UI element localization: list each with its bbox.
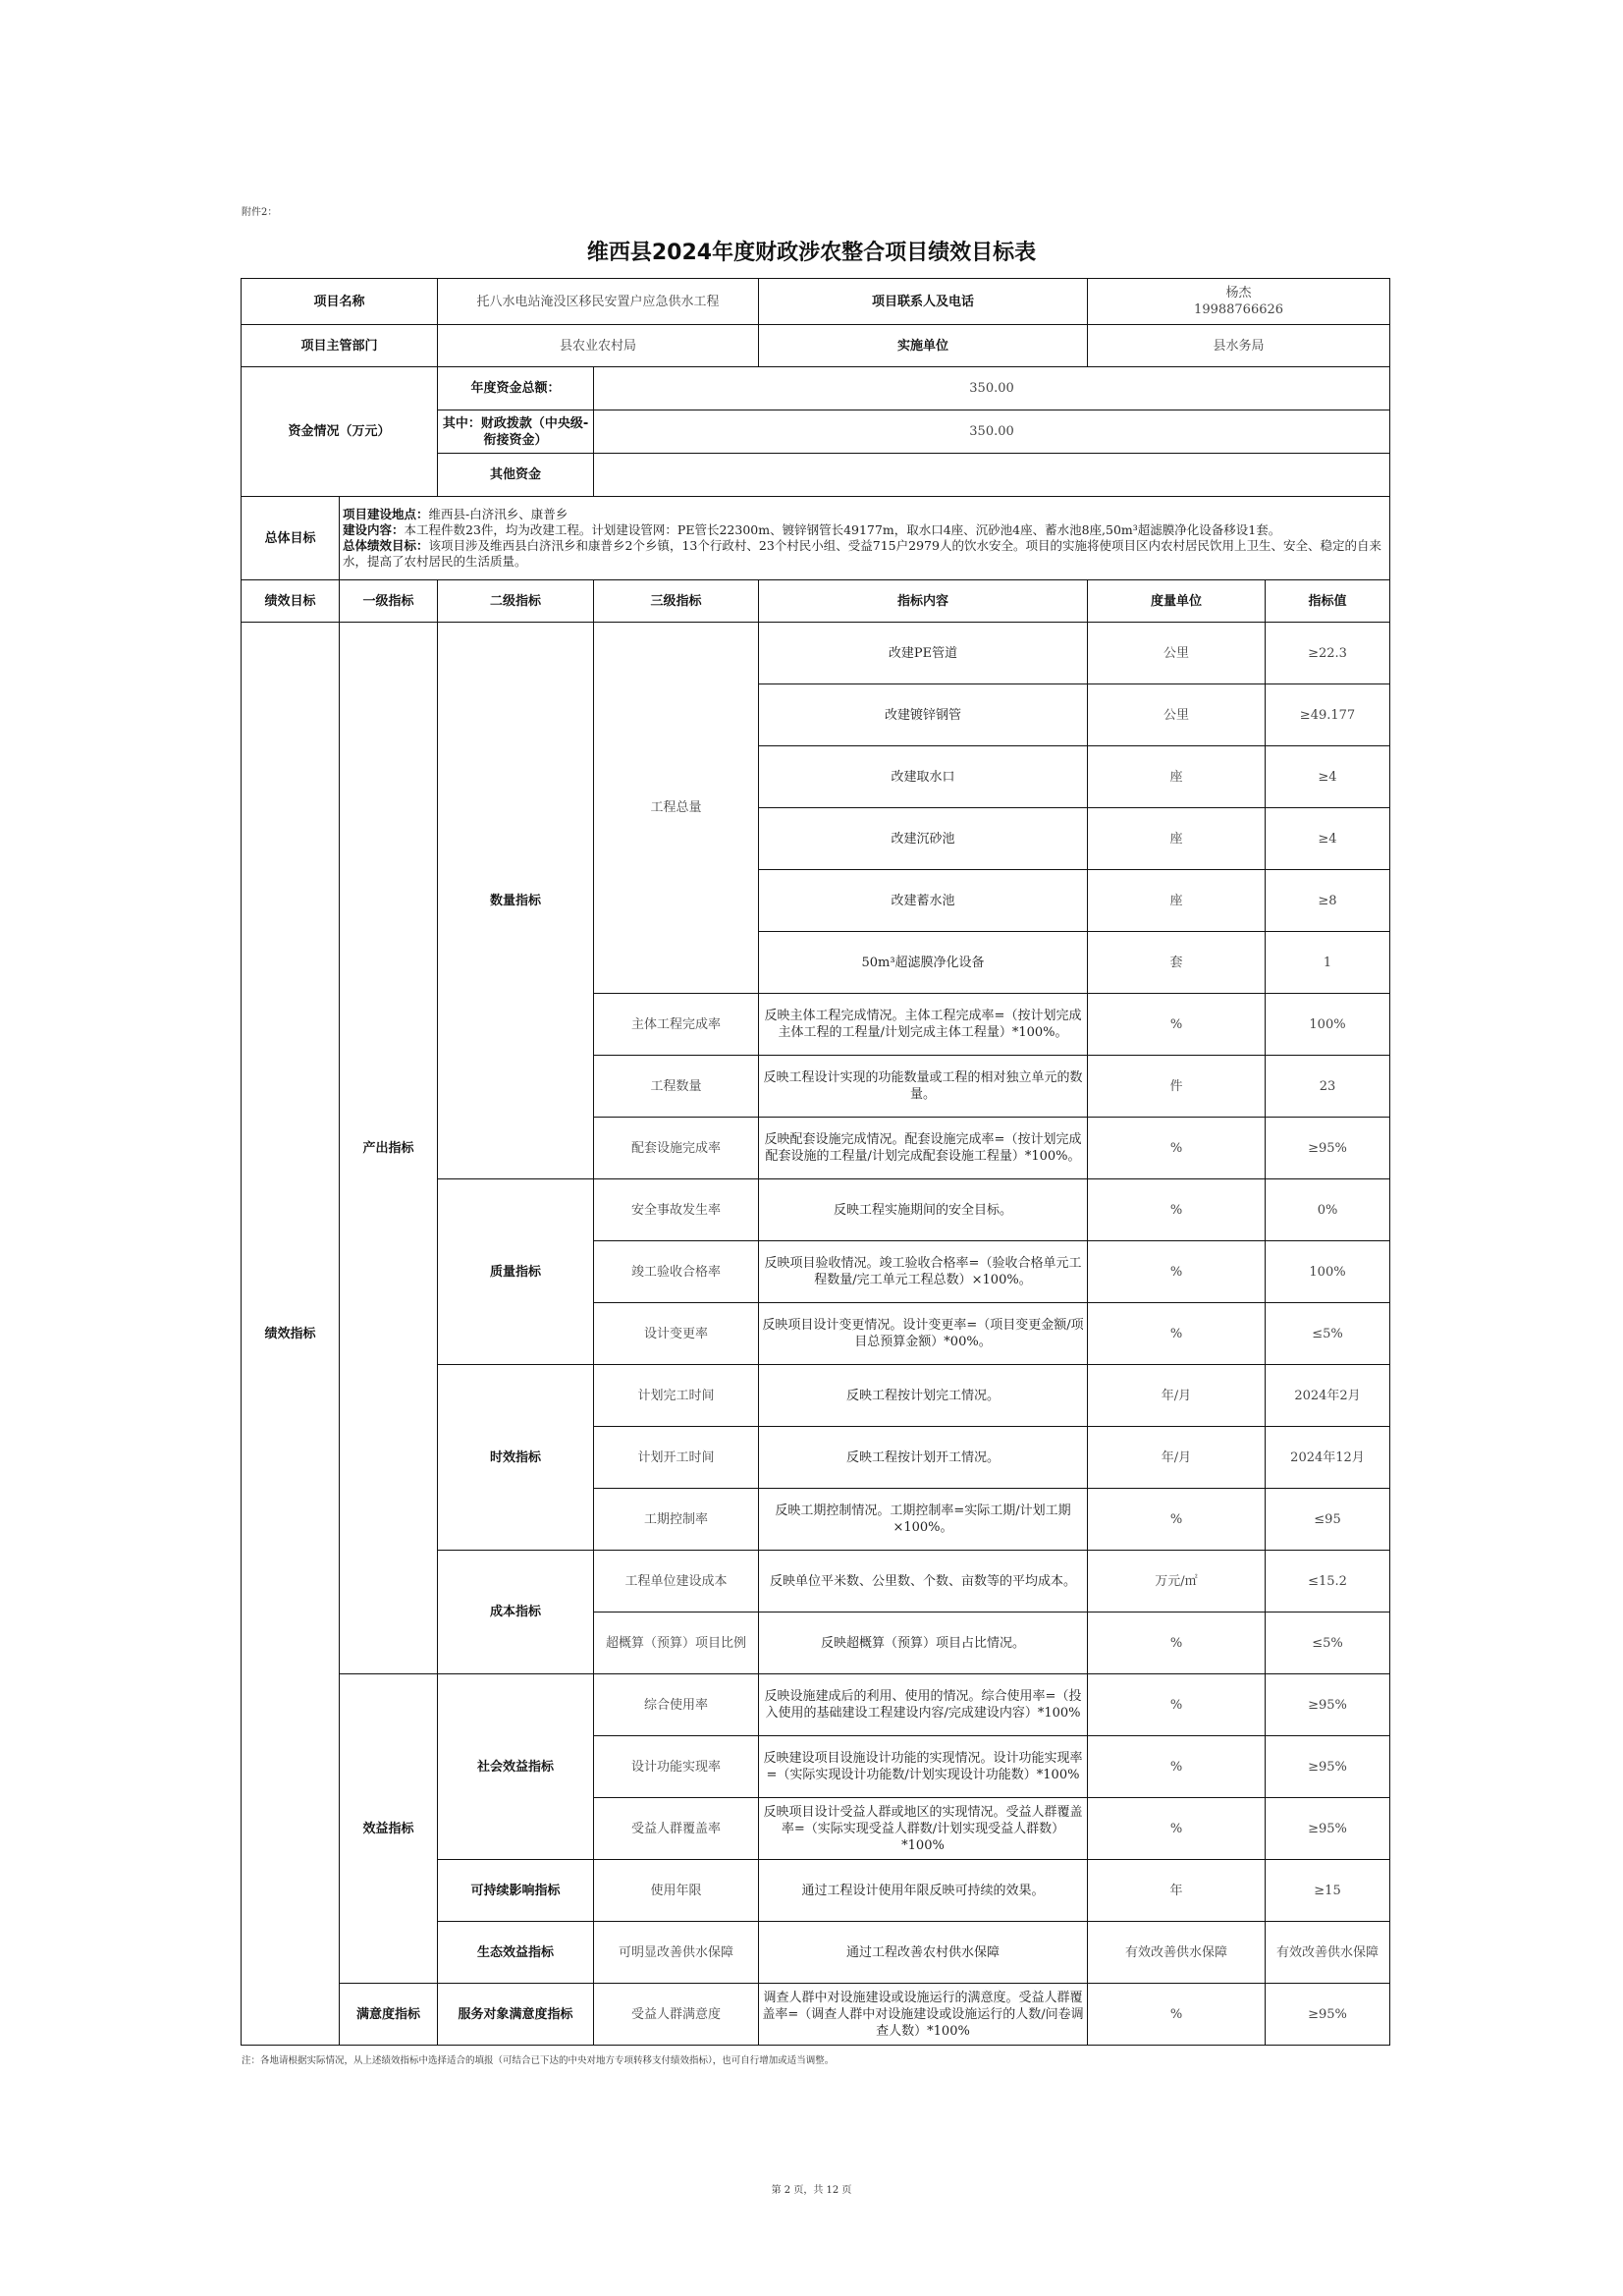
level3-indicator: 使用年限 (594, 1860, 759, 1922)
location-value: 维西县-白济汛乡、康普乡 (428, 507, 568, 521)
level2-indicator: 质量指标 (438, 1179, 594, 1365)
indicator-unit: % (1088, 1303, 1266, 1365)
impl-value: 县水务局 (1088, 325, 1390, 367)
goal-value: 该项目涉及维西县白济汛乡和康普乡2个乡镇，13个行政村、23个村民小组、受益715户2979人的饮水安全。项目的实施将使项目区内农村居民饮用上卫生、安全、稳定的自来水，提高了农村居民的生活质量。 (343, 538, 1381, 569)
indicator-unit: 公里 (1088, 684, 1266, 746)
indicator-content: 反映主体工程完成情况。主体工程完成率=（按计划完成主体工程的工程量/计划完成主体工程量）*100%。 (759, 994, 1088, 1056)
indicator-content: 反映项目设计受益人群或地区的实现情况。受益人群覆盖率=（实际实现受益人群数/计划实现受益人群数）*100% (759, 1798, 1088, 1860)
level3-indicator: 综合使用率 (594, 1674, 759, 1736)
indicator-unit: 年/月 (1088, 1365, 1266, 1427)
indicator-content: 反映设施建成后的利用、使用的情况。综合使用率=（投入使用的基础建设工程建设内容/完成建设内容）*100% (759, 1674, 1088, 1736)
indicator-content: 反映项目设计变更情况。设计变更率=（项目变更金额/项目总预算金额）*00%。 (759, 1303, 1088, 1365)
header-cell: 绩效目标 (242, 580, 340, 623)
header-cell: 指标内容 (759, 580, 1088, 623)
indicator-content: 反映项目验收情况。竣工验收合格率=（验收合格单元工程数量/完工单元工程总数）×100%。 (759, 1241, 1088, 1303)
level3-indicator: 受益人群覆盖率 (594, 1798, 759, 1860)
indicator-value: ≥95% (1266, 1674, 1390, 1736)
perf-indicator-label: 绩效指标 (242, 623, 340, 2046)
level2-indicator: 服务对象满意度指标 (438, 1984, 594, 2046)
indicator-value: ≥49.177 (1266, 684, 1390, 746)
funds-other-label: 其他资金 (438, 454, 594, 497)
indicator-content: 反映超概算（预算）项目占比情况。 (759, 1613, 1088, 1674)
indicator-value: ≥95% (1266, 1798, 1390, 1860)
indicator-value: ≤15.2 (1266, 1551, 1390, 1613)
indicator-unit: 公里 (1088, 623, 1266, 684)
indicator-unit: 年 (1088, 1860, 1266, 1922)
funds-fiscal-label: 其中：财政拨款（中央级-衔接资金） (438, 410, 594, 454)
level2-indicator: 成本指标 (438, 1551, 594, 1674)
header-cell: 指标值 (1266, 580, 1390, 623)
performance-table (241, 579, 1390, 2046)
indicator-unit: % (1088, 1118, 1266, 1179)
indicator-unit: % (1088, 1798, 1266, 1860)
indicator-content: 改建沉砂池 (759, 808, 1088, 870)
header-cell: 三级指标 (594, 580, 759, 623)
content-value: 本工程件数23件，均为改建工程。计划建设管网：PE管长22300m、镀锌钢管长49177m，取水口4座、沉砂池4座、蓄水池8座,50m³超滤膜净化设备移设1套。 (404, 522, 1281, 537)
level2-indicator: 社会效益指标 (438, 1674, 594, 1860)
dept-label: 项目主管部门 (242, 325, 438, 367)
level1-indicator: 效益指标 (340, 1674, 438, 1984)
indicator-value: ≥22.3 (1266, 623, 1390, 684)
level2-indicator: 可持续影响指标 (438, 1860, 594, 1922)
indicator-unit: 座 (1088, 808, 1266, 870)
indicator-value: ≥95% (1266, 1736, 1390, 1798)
indicator-content: 通过工程改善农村供水保障 (759, 1922, 1088, 1984)
page-title: 维西县2024年度财政涉农整合项目绩效目标表 (586, 241, 1037, 265)
indicator-content: 改建取水口 (759, 746, 1088, 808)
indicator-unit: % (1088, 1984, 1266, 2046)
indicator-content: 50m³超滤膜净化设备 (759, 932, 1088, 994)
indicator-value: ≤5% (1266, 1613, 1390, 1674)
indicator-unit: 有效改善供水保障 (1088, 1922, 1266, 1984)
project-name: 托八水电站淹没区移民安置户应急供水工程 (438, 279, 759, 325)
location-label: 项目建设地点： (343, 507, 429, 521)
indicator-unit: 万元/㎡ (1088, 1551, 1266, 1613)
indicator-unit: % (1088, 1674, 1266, 1736)
level1-indicator: 满意度指标 (340, 1984, 438, 2046)
level3-indicator: 计划完工时间 (594, 1365, 759, 1427)
table-row (242, 623, 1390, 684)
funds-label: 资金情况（万元） (242, 367, 438, 497)
indicator-unit: % (1088, 1489, 1266, 1551)
project-info-table (241, 278, 1390, 580)
header-cell: 一级指标 (340, 580, 438, 623)
indicator-content: 反映工程按计划开工情况。 (759, 1427, 1088, 1489)
indicator-value: 0% (1266, 1179, 1390, 1241)
indicator-content: 反映单位平米数、公里数、个数、亩数等的平均成本。 (759, 1551, 1088, 1613)
indicator-unit: % (1088, 994, 1266, 1056)
indicator-value: ≥95% (1266, 1984, 1390, 2046)
project-name-label: 项目名称 (242, 279, 438, 325)
indicator-content: 改建蓄水池 (759, 870, 1088, 932)
level3-indicator: 设计变更率 (594, 1303, 759, 1365)
indicator-value: ≥95% (1266, 1118, 1390, 1179)
indicator-value: ≥4 (1266, 746, 1390, 808)
indicator-value: ≤5% (1266, 1303, 1390, 1365)
level3-indicator: 设计功能实现率 (594, 1736, 759, 1798)
goal-label: 总体绩效目标： (343, 538, 429, 553)
table-row (242, 1984, 1390, 2046)
contact-name: 杨杰 (1225, 286, 1252, 301)
footnote: 注：各地请根据实际情况，从上述绩效指标中选择适合的填报（可结合已下达的中央对地方专项转移支付绩效指标），也可自行增加或适当调整。 (242, 2055, 835, 2066)
funds-total-label: 年度资金总额： (438, 367, 594, 410)
indicator-unit: 套 (1088, 932, 1266, 994)
indicator-unit: 座 (1088, 870, 1266, 932)
level3-indicator: 超概算（预算）项目比例 (594, 1613, 759, 1674)
level2-indicator: 数量指标 (438, 623, 594, 1179)
indicator-content: 反映工期控制情况。工期控制率=实际工期/计划工期×100%。 (759, 1489, 1088, 1551)
level3-indicator: 可明显改善供水保障 (594, 1922, 759, 1984)
header-cell: 度量单位 (1088, 580, 1266, 623)
indicator-value: 2024年2月 (1266, 1365, 1390, 1427)
contact-label: 项目联系人及电话 (759, 279, 1088, 325)
table-row (242, 1674, 1390, 1736)
indicator-content: 反映配套设施完成情况。配套设施完成率=（按计划完成配套设施的工程量/计划完成配套设施工程量）*100%。 (759, 1118, 1088, 1179)
indicator-content: 反映工程按计划完工情况。 (759, 1365, 1088, 1427)
level3-indicator: 工期控制率 (594, 1489, 759, 1551)
indicator-value: 100% (1266, 1241, 1390, 1303)
indicator-content: 反映建设项目设施设计功能的实现情况。设计功能实现率=（实际实现设计功能数/计划实现设计功能数）*100% (759, 1736, 1088, 1798)
indicator-value: ≤95 (1266, 1489, 1390, 1551)
content-label: 建设内容： (343, 522, 405, 537)
indicator-value: ≥8 (1266, 870, 1390, 932)
indicator-content: 改建PE管道 (759, 623, 1088, 684)
level2-indicator: 时效指标 (438, 1365, 594, 1551)
funds-fiscal: 350.00 (594, 410, 1390, 454)
page-number: 第 2 页，共 12 页 (771, 2185, 852, 2196)
funds-total: 350.00 (594, 367, 1390, 410)
indicator-value: ≥15 (1266, 1860, 1390, 1922)
header-row (242, 580, 1390, 623)
indicator-unit: % (1088, 1736, 1266, 1798)
indicator-content: 反映工程设计实现的功能数量或工程的相对独立单元的数量。 (759, 1056, 1088, 1118)
level3-indicator: 工程数量 (594, 1056, 759, 1118)
dept-value: 县农业农村局 (438, 325, 759, 367)
overall-goal-label: 总体目标 (242, 497, 340, 580)
indicator-unit: 年/月 (1088, 1427, 1266, 1489)
level3-indicator: 工程单位建设成本 (594, 1551, 759, 1613)
header-cell: 二级指标 (438, 580, 594, 623)
indicator-unit: 座 (1088, 746, 1266, 808)
indicator-value: ≥4 (1266, 808, 1390, 870)
level2-indicator: 生态效益指标 (438, 1922, 594, 1984)
funds-other (594, 454, 1390, 497)
level3-indicator: 受益人群满意度 (594, 1984, 759, 2046)
indicator-unit: % (1088, 1241, 1266, 1303)
indicator-value: 2024年12月 (1266, 1427, 1390, 1489)
indicator-content: 改建镀锌钢管 (759, 684, 1088, 746)
level3-indicator: 配套设施完成率 (594, 1118, 759, 1179)
level3-indicator: 计划开工时间 (594, 1427, 759, 1489)
contact-cell (1088, 279, 1390, 325)
attachment-label: 附件2： (242, 207, 278, 218)
indicator-content: 调查人群中对设施建设或设施运行的满意度。受益人群覆盖率=（调查人群中对设施建设或设施运行的人数/问卷调查人数）*100% (759, 1984, 1088, 2046)
level1-indicator: 产出指标 (340, 623, 438, 1674)
level3-indicator: 竣工验收合格率 (594, 1241, 759, 1303)
indicator-value: 23 (1266, 1056, 1390, 1118)
indicator-value: 100% (1266, 994, 1390, 1056)
level3-indicator: 主体工程完成率 (594, 994, 759, 1056)
indicator-value: 1 (1266, 932, 1390, 994)
level3-indicator: 安全事故发生率 (594, 1179, 759, 1241)
indicator-unit: % (1088, 1179, 1266, 1241)
overall-goal-text (340, 497, 1390, 580)
indicator-content: 通过工程设计使用年限反映可持续的效果。 (759, 1860, 1088, 1922)
indicator-unit: 件 (1088, 1056, 1266, 1118)
indicator-content: 反映工程实施期间的安全目标。 (759, 1179, 1088, 1241)
indicator-value: 有效改善供水保障 (1266, 1922, 1390, 1984)
level3-indicator: 工程总量 (594, 623, 759, 994)
contact-phone: 19988766626 (1194, 302, 1284, 317)
impl-label: 实施单位 (759, 325, 1088, 367)
indicator-unit: % (1088, 1613, 1266, 1674)
